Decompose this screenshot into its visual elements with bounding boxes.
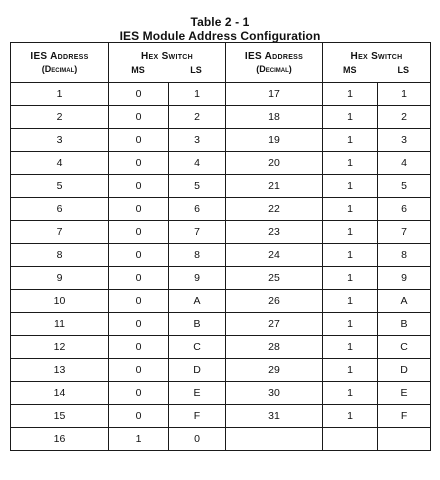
right-ls-cell: D (378, 359, 431, 382)
right-ms-cell: 1 (323, 129, 378, 152)
right-ls-cell: 8 (378, 244, 431, 267)
right-address-cell: 18 (226, 106, 323, 129)
right-ls-cell: 1 (378, 83, 431, 106)
right-address-cell: 22 (226, 198, 323, 221)
left-address-cell: 9 (11, 267, 109, 290)
left-ms-cell: 0 (109, 336, 169, 359)
left-address-header-sub: (Decimal) (41, 63, 78, 74)
left-address-cell: 3 (11, 129, 109, 152)
right-address-cell: 28 (226, 336, 323, 359)
table-row (11, 106, 431, 129)
table-row (11, 290, 431, 313)
table-row (11, 313, 431, 336)
left-ls-cell: A (169, 290, 226, 313)
right-address-cell: 26 (226, 290, 323, 313)
left-address-header (11, 43, 109, 83)
right-ls-cell: 2 (378, 106, 431, 129)
left-ms-cell: 0 (109, 106, 169, 129)
left-address-cell: 8 (11, 244, 109, 267)
left-address-cell: 10 (11, 290, 109, 313)
table-row (11, 336, 431, 359)
left-ms-cell: 0 (109, 83, 169, 106)
right-ms-cell: 1 (323, 152, 378, 175)
left-ms-cell: 0 (109, 267, 169, 290)
right-hex-switch-header (323, 43, 431, 83)
right-ms-cell: 1 (323, 405, 378, 428)
table-caption: IES Module Address Configuration (119, 29, 321, 43)
right-ms-cell: 1 (323, 83, 378, 106)
right-ls-cell: A (378, 290, 431, 313)
left-ls-cell: 0 (169, 428, 226, 451)
left-ms-cell: 0 (109, 290, 169, 313)
table-row (11, 175, 431, 198)
left-ms-cell: 0 (109, 313, 169, 336)
right-ls-cell: 3 (378, 129, 431, 152)
right-ls-header: LS (397, 64, 410, 75)
right-address-cell (226, 428, 323, 451)
right-address-cell: 29 (226, 359, 323, 382)
right-ms-cell: 1 (323, 244, 378, 267)
left-ms-cell: 0 (109, 129, 169, 152)
left-ls-cell: 6 (169, 198, 226, 221)
left-address-cell: 2 (11, 106, 109, 129)
left-ls-cell: D (169, 359, 226, 382)
left-ls-cell: F (169, 405, 226, 428)
right-ms-header: MS (343, 64, 357, 75)
right-ms-cell: 1 (323, 359, 378, 382)
right-ls-cell: 4 (378, 152, 431, 175)
left-address-cell: 13 (11, 359, 109, 382)
right-ms-cell: 1 (323, 313, 378, 336)
right-ls-cell: 5 (378, 175, 431, 198)
left-ms-cell: 0 (109, 244, 169, 267)
left-ms-cell: 0 (109, 359, 169, 382)
right-address-cell: 17 (226, 83, 323, 106)
left-hex-switch-header (109, 43, 226, 83)
left-ms-cell: 0 (109, 405, 169, 428)
left-ls-cell: C (169, 336, 226, 359)
left-address-cell: 15 (11, 405, 109, 428)
right-ms-cell: 1 (323, 382, 378, 405)
right-ls-cell: C (378, 336, 431, 359)
right-address-cell: 24 (226, 244, 323, 267)
right-ms-cell: 1 (323, 175, 378, 198)
left-ls-cell: 9 (169, 267, 226, 290)
right-ms-cell (323, 428, 378, 451)
left-address-cell: 6 (11, 198, 109, 221)
table-body (11, 83, 431, 451)
left-ms-cell: 0 (109, 152, 169, 175)
right-address-cell: 30 (226, 382, 323, 405)
left-ms-cell: 0 (109, 382, 169, 405)
left-ls-cell: 7 (169, 221, 226, 244)
left-address-header-main: IES Address (30, 50, 89, 62)
right-address-cell: 23 (226, 221, 323, 244)
table-row (11, 221, 431, 244)
right-ls-cell (378, 428, 431, 451)
left-ls-cell: 4 (169, 152, 226, 175)
table-row (11, 382, 431, 405)
right-address-cell: 31 (226, 405, 323, 428)
left-address-cell: 12 (11, 336, 109, 359)
right-ls-cell: B (378, 313, 431, 336)
left-ms-cell: 0 (109, 175, 169, 198)
left-ls-cell: 3 (169, 129, 226, 152)
left-ls-cell: 8 (169, 244, 226, 267)
right-ms-cell: 1 (323, 267, 378, 290)
left-address-cell: 16 (11, 428, 109, 451)
right-ms-cell: 1 (323, 221, 378, 244)
right-address-cell: 20 (226, 152, 323, 175)
table-row (11, 428, 431, 451)
table-row (11, 359, 431, 382)
table-title (0, 15, 440, 43)
left-ls-cell: E (169, 382, 226, 405)
right-ls-cell: F (378, 405, 431, 428)
left-address-cell: 1 (11, 83, 109, 106)
right-address-header-main: IES Address (244, 50, 304, 62)
right-address-header-sub: (Decimal) (256, 63, 292, 74)
left-ls-cell: B (169, 313, 226, 336)
table-row (11, 405, 431, 428)
right-ms-cell: 1 (323, 336, 378, 359)
header-row (11, 43, 431, 83)
address-configuration-table (10, 42, 431, 451)
right-address-cell: 21 (226, 175, 323, 198)
left-ms-cell: 1 (109, 428, 169, 451)
right-ms-cell: 1 (323, 106, 378, 129)
table-row (11, 244, 431, 267)
right-ms-cell: 1 (323, 290, 378, 313)
left-ms-cell: 0 (109, 198, 169, 221)
left-hex-switch-header-main: Hex Switch (141, 50, 193, 62)
table-row (11, 152, 431, 175)
left-address-cell: 7 (11, 221, 109, 244)
left-address-cell: 11 (11, 313, 109, 336)
left-address-cell: 4 (11, 152, 109, 175)
left-ms-cell: 0 (109, 221, 169, 244)
right-ms-cell: 1 (323, 198, 378, 221)
right-ls-cell: E (378, 382, 431, 405)
right-address-header (226, 43, 323, 83)
right-hex-switch-header-main: Hex Switch (350, 50, 403, 62)
left-address-cell: 14 (11, 382, 109, 405)
table-row (11, 83, 431, 106)
right-ls-cell: 6 (378, 198, 431, 221)
left-ls-header: LS (190, 64, 202, 75)
left-ms-header: MS (131, 64, 145, 75)
table-row (11, 198, 431, 221)
left-ls-cell: 5 (169, 175, 226, 198)
right-address-cell: 19 (226, 129, 323, 152)
left-ls-cell: 2 (169, 106, 226, 129)
left-ls-cell: 1 (169, 83, 226, 106)
right-ls-cell: 7 (378, 221, 431, 244)
table-row (11, 129, 431, 152)
left-address-cell: 5 (11, 175, 109, 198)
right-ls-cell: 9 (378, 267, 431, 290)
table-row (11, 267, 431, 290)
right-address-cell: 27 (226, 313, 323, 336)
right-address-cell: 25 (226, 267, 323, 290)
table-number: Table 2 - 1 (190, 15, 250, 29)
